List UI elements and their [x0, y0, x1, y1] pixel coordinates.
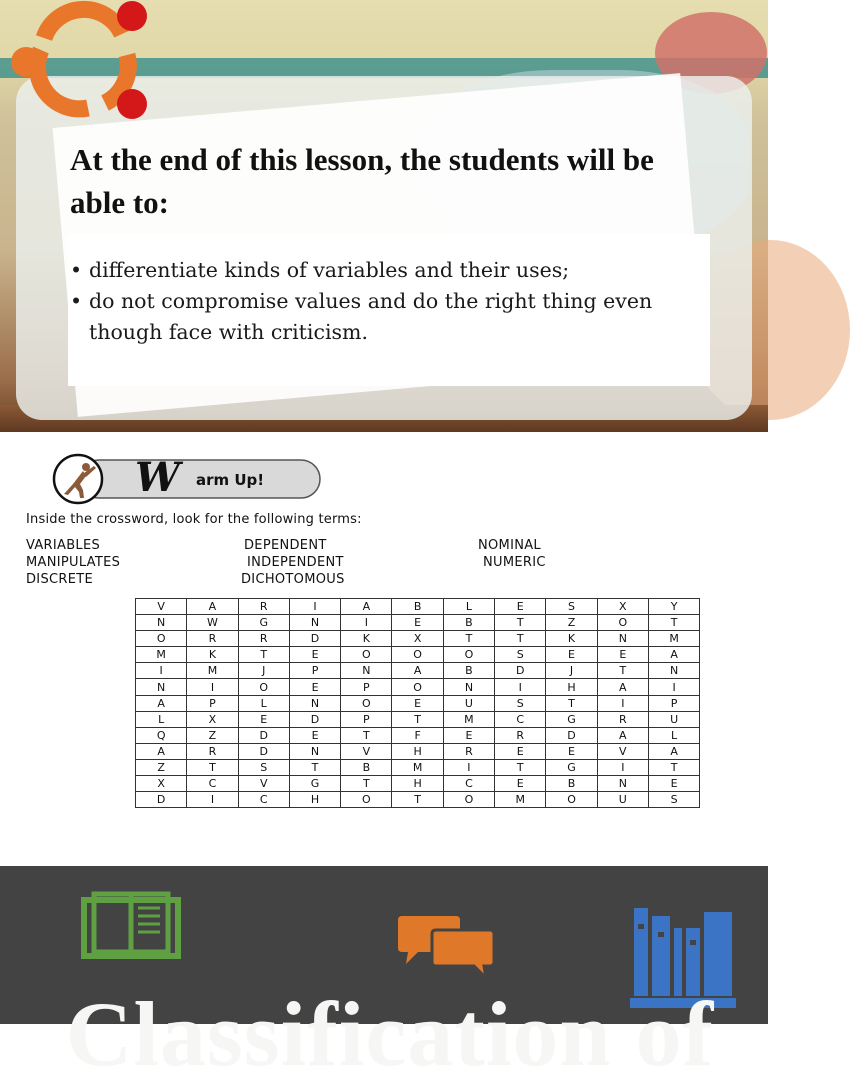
grid-cell: R — [597, 711, 648, 727]
grid-cell: A — [648, 743, 699, 759]
grid-cell: B — [546, 776, 597, 792]
grid-cell: X — [136, 776, 187, 792]
grid-cell: U — [443, 695, 494, 711]
term: DICHOTOMOUS — [241, 572, 345, 587]
table-row — [136, 759, 700, 775]
grid-cell: B — [443, 663, 494, 679]
warm-up-banner — [40, 454, 322, 504]
grid-cell: I — [289, 599, 340, 615]
grid-cell: V — [238, 776, 289, 792]
grid-cell: O — [392, 679, 443, 695]
grid-cell: N — [443, 679, 494, 695]
grid-cell: M — [392, 759, 443, 775]
grid-cell: T — [495, 759, 546, 775]
grid-cell: M — [648, 631, 699, 647]
grid-cell: P — [289, 663, 340, 679]
terms-column-1 — [26, 537, 120, 588]
grid-cell: R — [187, 743, 238, 759]
grid-cell: I — [136, 663, 187, 679]
grid-cell: E — [495, 776, 546, 792]
grid-cell: K — [341, 631, 392, 647]
table-row — [136, 599, 700, 615]
grid-cell: J — [546, 663, 597, 679]
grid-cell: A — [597, 727, 648, 743]
grid-cell: M — [443, 711, 494, 727]
term: NUMERIC — [483, 555, 546, 570]
grid-cell: T — [289, 759, 340, 775]
grid-cell: Z — [546, 615, 597, 631]
grid-cell: Q — [136, 727, 187, 743]
grid-cell: E — [289, 727, 340, 743]
grid-cell: O — [341, 792, 392, 808]
grid-cell: B — [392, 599, 443, 615]
grid-cell: I — [187, 679, 238, 695]
grid-cell: J — [238, 663, 289, 679]
grid-cell: H — [392, 743, 443, 759]
grid-cell: N — [136, 679, 187, 695]
objectives-list — [70, 255, 720, 348]
grid-cell: S — [238, 759, 289, 775]
warm-up-letter: W — [135, 454, 180, 501]
grid-cell: A — [341, 599, 392, 615]
grid-cell: O — [341, 695, 392, 711]
grid-cell: I — [648, 679, 699, 695]
grid-cell: E — [648, 776, 699, 792]
grid-cell: W — [187, 615, 238, 631]
grid-cell: E — [443, 727, 494, 743]
grid-cell: R — [238, 631, 289, 647]
grid-cell: R — [187, 631, 238, 647]
terms-column-3 — [478, 537, 546, 571]
grid-cell: F — [392, 727, 443, 743]
grid-cell: N — [289, 743, 340, 759]
grid-cell: N — [597, 631, 648, 647]
grid-cell: O — [443, 792, 494, 808]
grid-cell: O — [392, 647, 443, 663]
grid-cell: I — [597, 695, 648, 711]
grid-cell: G — [546, 759, 597, 775]
grid-cell: O — [341, 647, 392, 663]
grid-cell: T — [495, 615, 546, 631]
grid-cell: G — [238, 615, 289, 631]
grid-cell: R — [443, 743, 494, 759]
grid-cell: T — [392, 792, 443, 808]
grid-cell: R — [495, 727, 546, 743]
slide-title: At the end of this lesson, the students will be able to: — [70, 142, 654, 220]
grid-cell: O — [597, 615, 648, 631]
grid-cell: K — [546, 631, 597, 647]
grid-cell: I — [443, 759, 494, 775]
grid-cell: E — [392, 615, 443, 631]
table-row — [136, 695, 700, 711]
grid-cell: D — [289, 711, 340, 727]
grid-cell: T — [238, 647, 289, 663]
grid-cell: N — [289, 695, 340, 711]
grid-cell: T — [597, 663, 648, 679]
grid-cell: T — [648, 615, 699, 631]
grid-cell: Z — [136, 759, 187, 775]
grid-cell: Y — [648, 599, 699, 615]
grid-cell: T — [392, 711, 443, 727]
word-search-grid — [135, 598, 700, 808]
grid-cell: E — [495, 743, 546, 759]
grid-cell: P — [648, 695, 699, 711]
grid-cell: N — [648, 663, 699, 679]
grid-cell: E — [546, 743, 597, 759]
table-row — [136, 615, 700, 631]
terms-column-2 — [241, 537, 345, 588]
grid-cell: D — [238, 727, 289, 743]
grid-cell: E — [495, 599, 546, 615]
table-row — [136, 776, 700, 792]
grid-cell: A — [648, 647, 699, 663]
grid-cell: C — [238, 792, 289, 808]
grid-cell: V — [597, 743, 648, 759]
grid-cell: H — [392, 776, 443, 792]
grid-cell: B — [341, 759, 392, 775]
grid-cell: O — [546, 792, 597, 808]
grid-cell: E — [392, 695, 443, 711]
grid-cell: P — [341, 711, 392, 727]
instructions: Inside the crossword, look for the following terms: — [26, 512, 362, 527]
term: DISCRETE — [26, 572, 93, 587]
grid-cell: D — [495, 663, 546, 679]
grid-cell: E — [289, 647, 340, 663]
grid-cell: N — [136, 615, 187, 631]
grid-cell: D — [238, 743, 289, 759]
grid-cell: A — [136, 695, 187, 711]
grid-cell: V — [136, 599, 187, 615]
grid-cell: N — [597, 776, 648, 792]
grid-cell: I — [495, 679, 546, 695]
grid-cell: H — [546, 679, 597, 695]
grid-cell: X — [597, 599, 648, 615]
grid-cell: T — [546, 695, 597, 711]
grid-cell: C — [495, 711, 546, 727]
grid-cell: X — [392, 631, 443, 647]
grid-cell: T — [341, 727, 392, 743]
chat-bubbles-icon — [396, 914, 496, 980]
grid-cell: K — [187, 647, 238, 663]
grid-cell: X — [187, 711, 238, 727]
grid-cell: M — [495, 792, 546, 808]
grid-cell: C — [187, 776, 238, 792]
grid-cell: C — [443, 776, 494, 792]
grid-cell: D — [136, 792, 187, 808]
grid-cell: E — [546, 647, 597, 663]
grid-cell: O — [238, 679, 289, 695]
grid-cell: T — [341, 776, 392, 792]
grid-cell: H — [289, 792, 340, 808]
grid-cell: B — [443, 615, 494, 631]
grid-cell: E — [238, 711, 289, 727]
grid-cell: U — [648, 711, 699, 727]
grid-cell: A — [136, 743, 187, 759]
grid-cell: P — [341, 679, 392, 695]
grid-cell: I — [187, 792, 238, 808]
grid-cell: U — [597, 792, 648, 808]
term: VARIABLES — [26, 538, 101, 553]
grid-cell: O — [443, 647, 494, 663]
table-row — [136, 679, 700, 695]
term: DEPENDENT — [244, 538, 327, 553]
grid-cell: G — [546, 711, 597, 727]
table-row — [136, 711, 700, 727]
grid-cell: T — [495, 631, 546, 647]
grid-cell: M — [136, 647, 187, 663]
grid-cell: N — [289, 615, 340, 631]
grid-cell: T — [443, 631, 494, 647]
grid-cell: M — [187, 663, 238, 679]
slide-title: Classification of — [66, 983, 715, 1085]
grid-cell: Z — [187, 727, 238, 743]
grid-cell: L — [136, 711, 187, 727]
grid-cell: S — [648, 792, 699, 808]
lesson-objectives-slide — [0, 0, 768, 432]
list-item: • differentiate kinds of variables and their uses; — [70, 258, 570, 282]
grid-cell: L — [648, 727, 699, 743]
grid-cell: E — [597, 647, 648, 663]
table-row — [136, 743, 700, 759]
grid-cell: D — [546, 727, 597, 743]
table-row — [136, 631, 700, 647]
table-row — [136, 663, 700, 679]
grid-cell: E — [289, 679, 340, 695]
classification-slide — [0, 866, 768, 1085]
grid-cell: A — [392, 663, 443, 679]
grid-cell: I — [597, 759, 648, 775]
grid-cell: R — [238, 599, 289, 615]
grid-cell: O — [136, 631, 187, 647]
grid-cell: P — [187, 695, 238, 711]
list-item: • do not compromise values and do the right thing even though face with criticism. — [70, 289, 653, 344]
grid-cell: S — [495, 647, 546, 663]
table-row — [136, 792, 700, 808]
grid-cell: V — [341, 743, 392, 759]
ubuntu-logo-icon — [4, 0, 162, 118]
grid-cell: S — [495, 695, 546, 711]
table-row — [136, 727, 700, 743]
table-row — [136, 647, 700, 663]
term: MANIPULATES — [26, 555, 121, 570]
term: INDEPENDENT — [247, 555, 344, 570]
grid-cell: A — [597, 679, 648, 695]
grid-cell: N — [341, 663, 392, 679]
grid-cell: L — [238, 695, 289, 711]
grid-cell: S — [546, 599, 597, 615]
grid-cell: A — [187, 599, 238, 615]
open-book-icon — [82, 894, 180, 962]
grid-cell: I — [341, 615, 392, 631]
term: NOMINAL — [478, 538, 541, 553]
warm-up-label: arm Up! — [196, 471, 265, 489]
grid-cell: G — [289, 776, 340, 792]
grid-cell: T — [648, 759, 699, 775]
grid-cell: T — [187, 759, 238, 775]
grid-cell: D — [289, 631, 340, 647]
grid-cell: L — [443, 599, 494, 615]
